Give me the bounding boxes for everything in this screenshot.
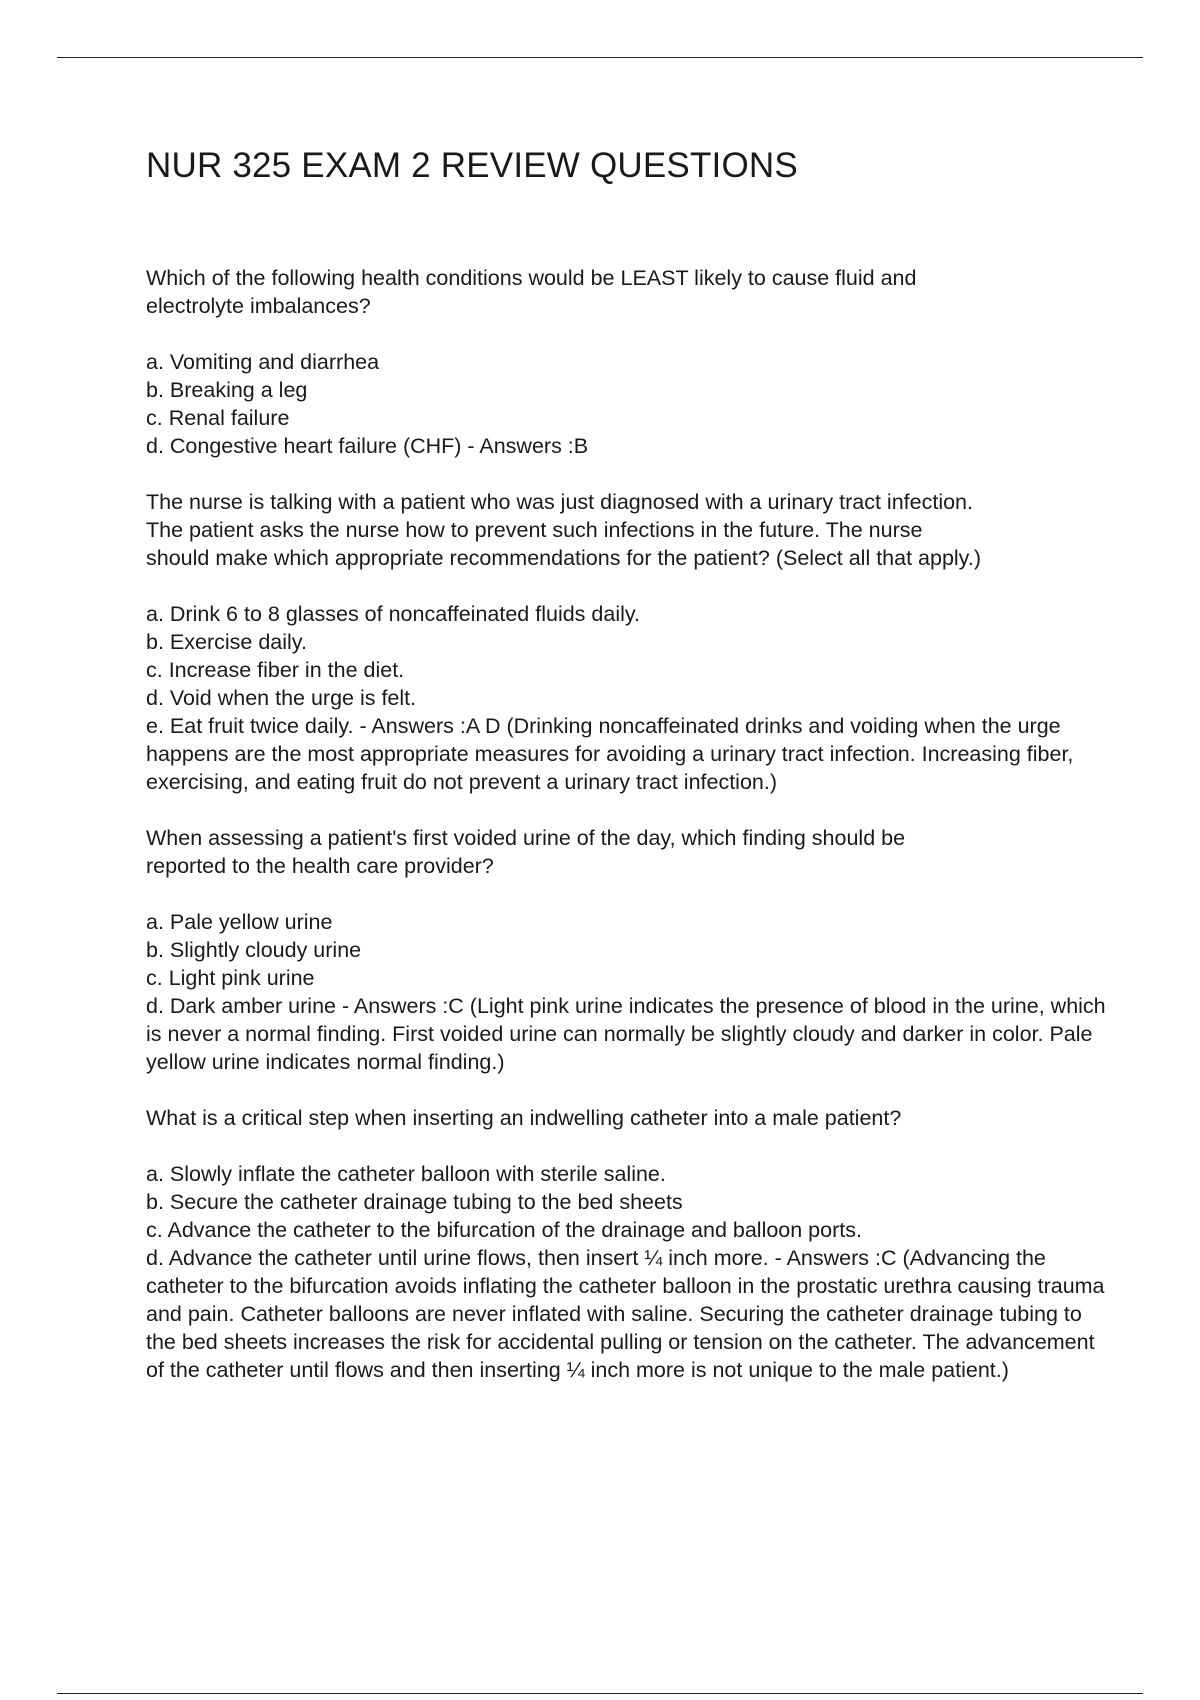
question-prompt: The nurse is talking with a patient who was just diagnosed with a urinary tract infection. The patient asks the nurse how to prevent such infections in the future. The nurse should make which appropriate recommendations for the patient? (Select all that apply.) — [146, 490, 981, 570]
answer-option: a. Pale yellow urine — [146, 910, 333, 934]
answer-option: b. Exercise daily. — [146, 630, 307, 654]
bottom-rule — [57, 1693, 1143, 1694]
question-list — [146, 264, 1106, 1384]
question-1 — [146, 264, 1106, 460]
question-3 — [146, 824, 1106, 1076]
answer-option: b. Slightly cloudy urine — [146, 938, 362, 962]
answer-option: c. Increase fiber in the diet. — [146, 658, 405, 682]
answer-option: c. Light pink urine — [146, 966, 315, 990]
document-page — [146, 140, 1106, 1412]
answer-options — [146, 348, 1106, 460]
answer-option: c. Renal failure — [146, 406, 290, 430]
top-rule — [57, 57, 1143, 58]
question-prompt: When assessing a patient's first voided urine of the day, which finding should be reported to the health care provider? — [146, 826, 906, 878]
document-title: NUR 325 EXAM 2 REVIEW QUESTIONS — [146, 146, 798, 185]
answer-option: e. Eat fruit twice daily. - Answers :A D (Drinking noncaffeinated drinks and voiding when the urge happens are the most appropriate measures for avoiding a urinary tract infection. Increasing fiber, exercising, and eating fruit do not prevent a urinary tract infection.) — [146, 714, 1074, 794]
answer-option: a. Vomiting and diarrhea — [146, 350, 380, 374]
answer-option: d. Void when the urge is felt. — [146, 686, 417, 710]
answer-option: b. Secure the catheter drainage tubing to the bed sheets — [146, 1190, 683, 1214]
question-4 — [146, 1104, 1106, 1384]
answer-option: c. Advance the catheter to the bifurcation of the drainage and balloon ports. — [146, 1218, 862, 1242]
answer-option: d. Advance the catheter until urine flows, then insert ¼ inch more. - Answers :C (Advancing the catheter to the bifurcation avoids inflating the catheter balloon in the prostatic urethra causing trauma and pain. Catheter balloons are never inflated with saline. Securing the catheter drainage tubing to the bed sheets increases the risk for accidental pulling or tension on the catheter. The advancement of the catheter until flows and then inserting ¼ inch more is not unique to the male patient.) — [146, 1246, 1105, 1382]
answer-option: d. Congestive heart failure (CHF) - Answers :B — [146, 434, 589, 458]
question-prompt: What is a critical step when inserting an indwelling catheter into a male patient? — [146, 1106, 902, 1130]
answer-option: b. Breaking a leg — [146, 378, 308, 402]
question-2 — [146, 488, 1106, 796]
answer-option: a. Drink 6 to 8 glasses of noncaffeinated fluids daily. — [146, 602, 640, 626]
answer-options — [146, 1160, 1106, 1384]
answer-option: d. Dark amber urine - Answers :C (Light pink urine indicates the presence of blood in the urine, which is never a normal finding. First voided urine can normally be slightly cloudy and darker in color. Pale yellow urine indicates normal finding.) — [146, 994, 1106, 1074]
answer-options — [146, 600, 1106, 796]
answer-options — [146, 908, 1106, 1076]
question-prompt: Which of the following health conditions would be LEAST likely to cause fluid and electrolyte imbalances? — [146, 266, 917, 318]
answer-option: a. Slowly inflate the catheter balloon with sterile saline. — [146, 1162, 666, 1186]
